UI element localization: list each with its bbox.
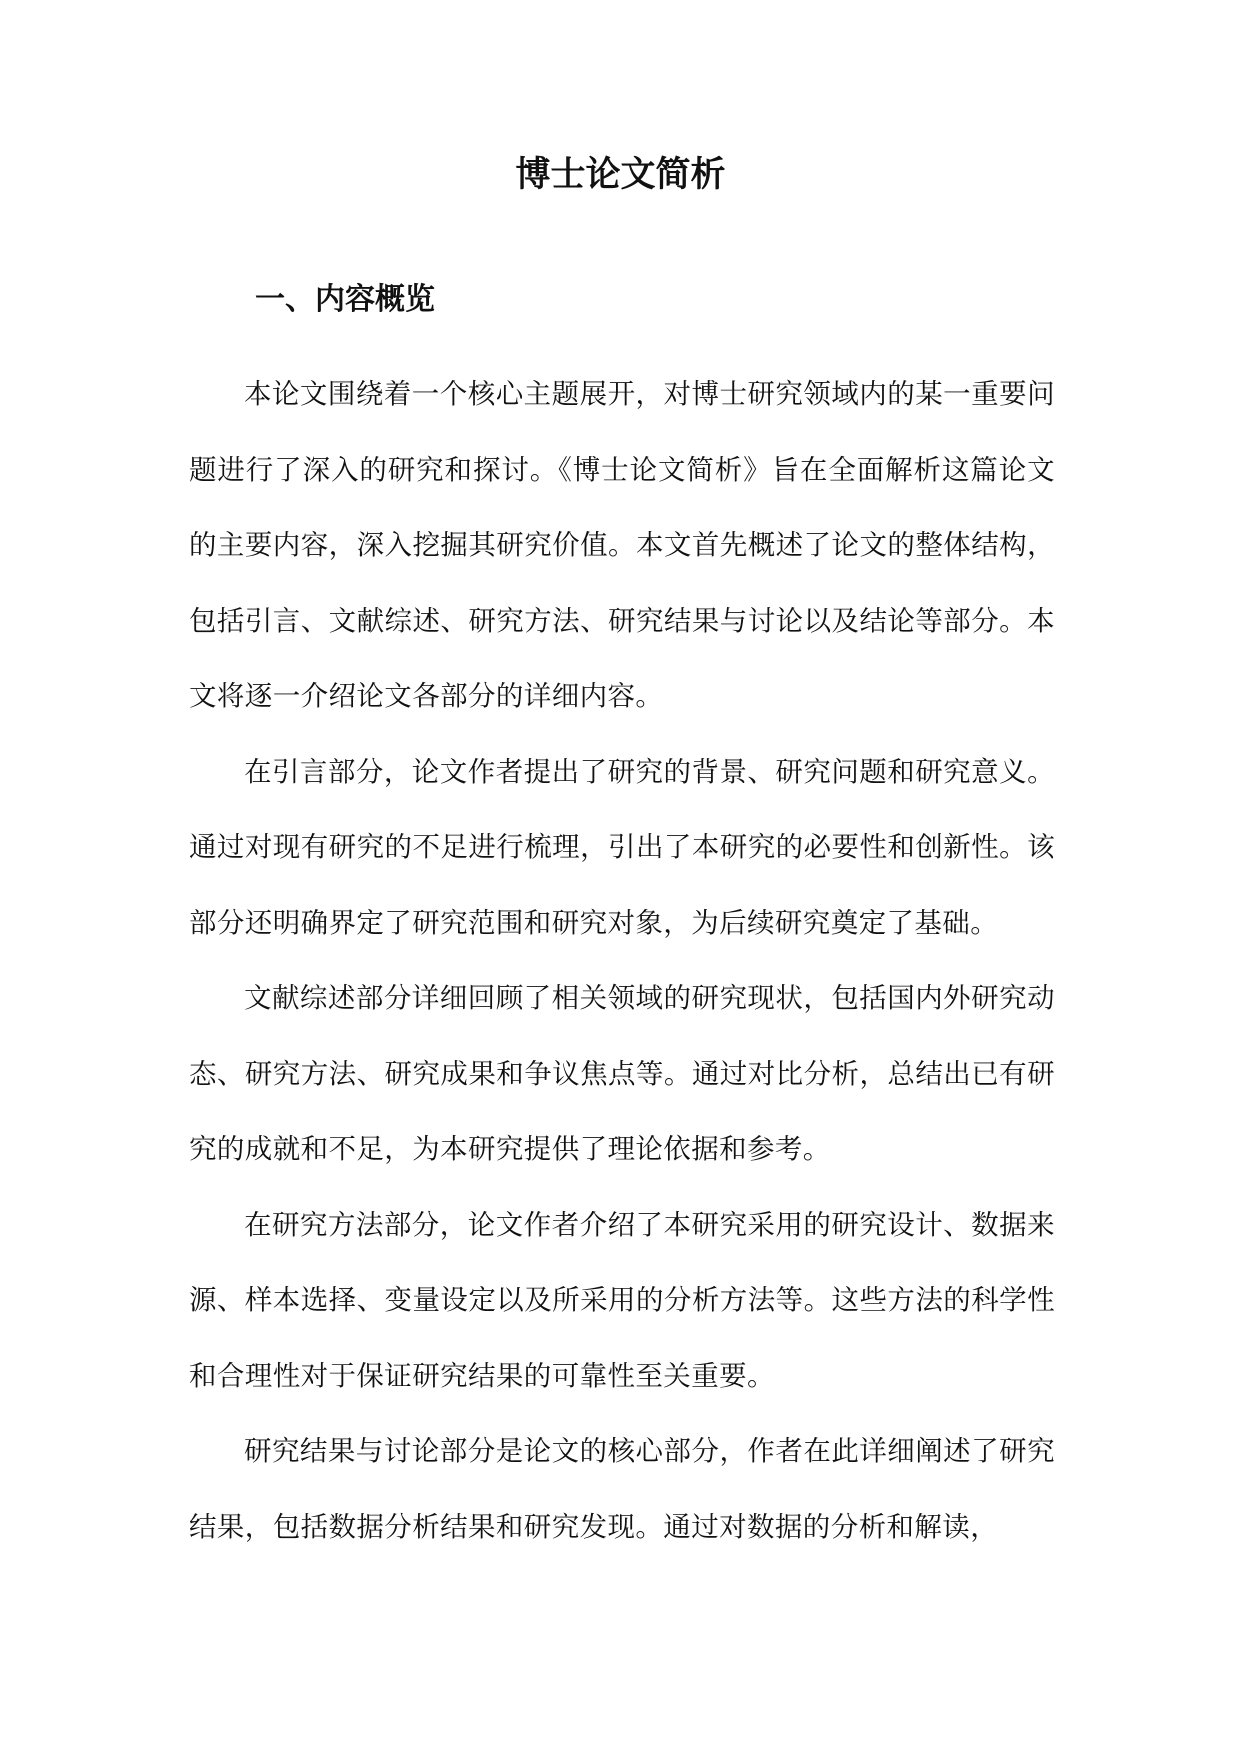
paragraph-overview: 本论文围绕着一个核心主题展开，对博士研究领域内的某一重要问题进行了深入的研究和探讨。《博士论文简析》旨在全面解析这篇论文的主要内容，深入挖掘其研究价值。本文首先概述了论文的整体结构，包括引言、文献综述、研究方法、研究结果与讨论以及结论等部分。本文将逐一介绍论文各部分的详细内容。 [189,378,1055,712]
paragraph-introduction: 在引言部分，论文作者提出了研究的背景、研究问题和研究意义。通过对现有研究的不足进行梳理，引出了本研究的必要性和创新性。该部分还明确界定了研究范围和研究对象，为后续研究奠定了基础。 [189,755,1055,939]
paragraph-literature-review: 文献综述部分详细回顾了相关领域的研究现状，包括国内外研究动态、研究方法、研究成果和争议焦点等。通过对比分析，总结出已有研究的成就和不足，为本研究提供了理论依据和参考。 [189,982,1055,1165]
section-heading: 一、内容概览 [255,282,435,317]
paragraph-results-discussion: 研究结果与讨论部分是论文的核心部分，作者在此详细阐述了研究结果，包括数据分析结果和研究发现。通过对数据的分析和解读， [189,1435,1055,1543]
paragraph-research-methods: 在研究方法部分，论文作者介绍了本研究采用的研究设计、数据来源、样本选择、变量设定以及所采用的分析方法等。这些方法的科学性和合理性对于保证研究结果的可靠性至关重要。 [189,1208,1055,1392]
body-text [189,357,1055,1565]
document-title: 博士论文简析 [515,155,726,195]
